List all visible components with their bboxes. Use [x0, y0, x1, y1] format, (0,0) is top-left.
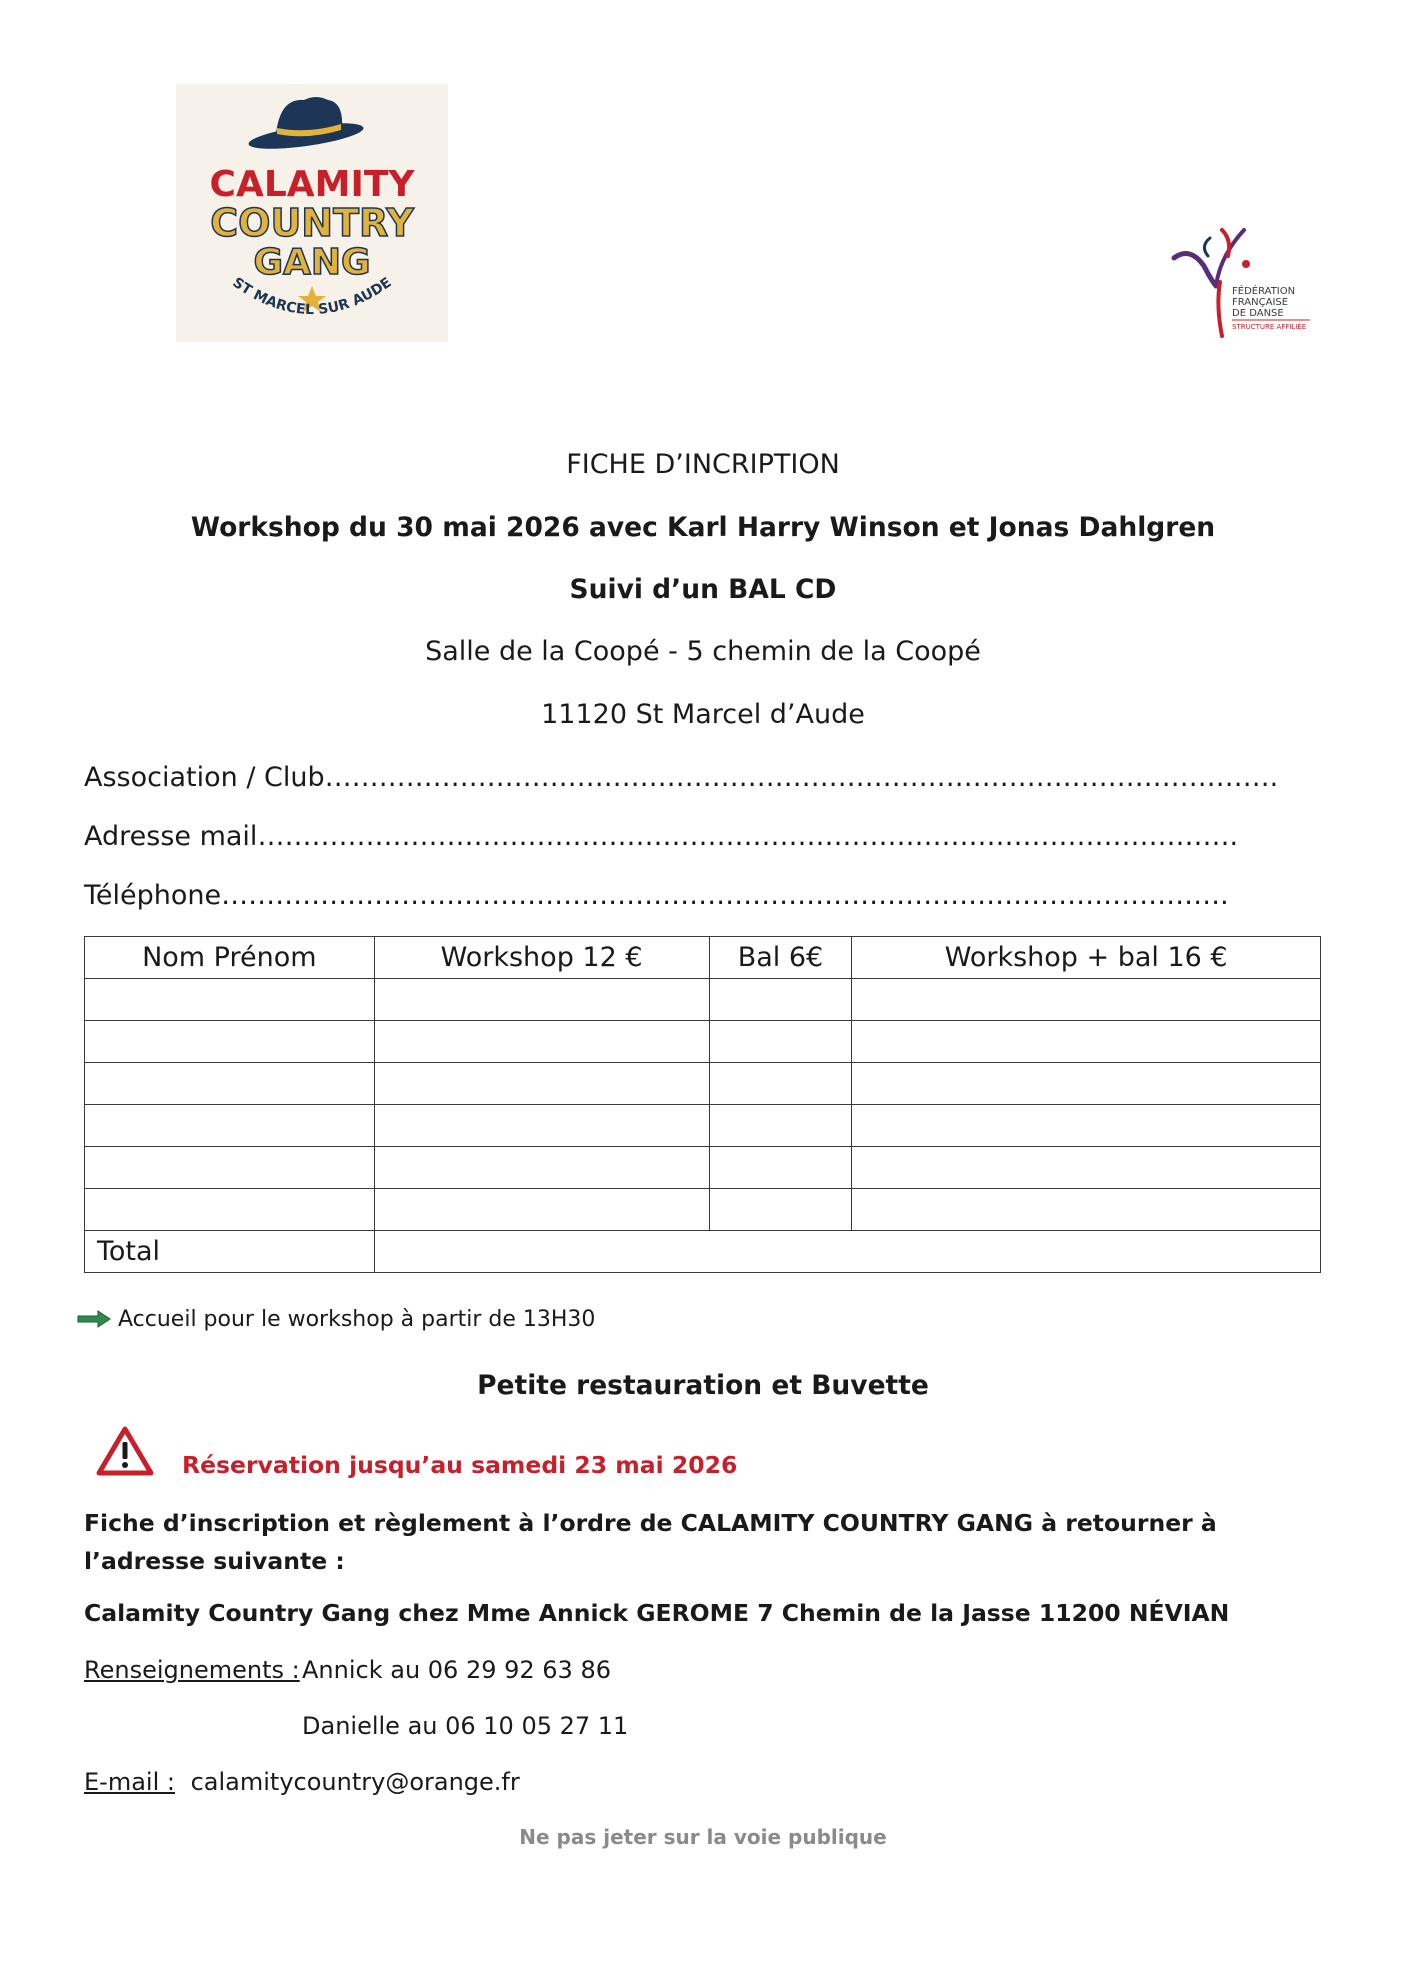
warning-icon: [96, 1426, 154, 1480]
phone-dots: ………………………………………………………………………………………………….: [221, 880, 1229, 911]
registration-table: [84, 936, 1321, 1273]
logo-tagline: ST MARCEL SUR AUDE: [229, 274, 395, 319]
info-row-1: [84, 1656, 300, 1684]
table-row: [85, 1105, 1321, 1147]
table-cell[interactable]: [374, 1105, 709, 1147]
fed-line4: STRUCTURE AFFILIÉE: [1232, 323, 1307, 331]
fed-line1: FÉDÉRATION: [1232, 286, 1296, 297]
venue-line: Salle de la Coopé - 5 chemin de la Coopé: [425, 636, 981, 667]
fed-line2: FRANÇAISE: [1232, 297, 1289, 308]
col-combo-header: Workshop + bal 16 €: [852, 937, 1321, 979]
logo-line1: CALAMITY: [209, 164, 415, 205]
table-cell[interactable]: [374, 1147, 709, 1189]
table-cell[interactable]: [709, 979, 852, 1021]
reservation-deadline: Réservation jusqu’au samedi 23 mai 2026: [182, 1451, 738, 1479]
fed-line3: DE DANSE: [1232, 308, 1284, 319]
table-cell[interactable]: [852, 1021, 1321, 1063]
association-field[interactable]: [84, 762, 1278, 793]
table-row: [85, 1063, 1321, 1105]
arrow-right-icon: [76, 1309, 112, 1329]
table-cell[interactable]: [852, 1063, 1321, 1105]
welcome-text: Accueil pour le workshop à partir de 13H30: [118, 1306, 596, 1332]
table-row: [85, 1189, 1321, 1231]
workshop-title: Workshop du 30 mai 2026 avec Karl Harry Winson et Jonas Dahlgren: [190, 512, 1216, 543]
phone-field[interactable]: [84, 880, 1229, 911]
association-label: Association / Club: [84, 762, 325, 793]
table-cell[interactable]: [85, 1147, 375, 1189]
city-line: 11120 St Marcel d’Aude: [541, 699, 865, 730]
col-name-header: Nom Prénom: [85, 937, 375, 979]
table-cell[interactable]: [709, 1021, 852, 1063]
dancer-logo-icon: [1170, 226, 1320, 342]
welcome-note: [76, 1306, 595, 1332]
table-cell[interactable]: [852, 1189, 1321, 1231]
catering-heading: Petite restauration et Buvette: [477, 1370, 929, 1401]
table-cell[interactable]: [709, 1189, 852, 1231]
federation-logo: [1170, 226, 1320, 342]
total-row: [85, 1231, 1321, 1273]
contact-annick: Annick au 06 29 92 63 86: [302, 1656, 611, 1684]
col-ball-header: Bal 6€: [709, 937, 852, 979]
contact-danielle: Danielle au 06 10 05 27 11: [302, 1712, 629, 1740]
table-row: [85, 1147, 1321, 1189]
form-title: FICHE D’INCRIPTION: [566, 449, 840, 480]
table-cell[interactable]: [852, 979, 1321, 1021]
cowboy-hat-logo-icon: [176, 84, 448, 342]
email-label: E-mail :: [84, 1768, 175, 1796]
email-row: [84, 1768, 520, 1796]
info-label: Renseignements :: [84, 1656, 300, 1684]
return-instructions: Fiche d’inscription et règlement à l’ordre de CALAMITY COUNTRY GANG à retourner à l’adresse suivante :: [84, 1509, 1217, 1575]
table-cell[interactable]: [85, 1021, 375, 1063]
table-cell[interactable]: [709, 1147, 852, 1189]
email-field[interactable]: [84, 821, 1238, 852]
club-logo: [176, 84, 448, 342]
table-cell[interactable]: [852, 1147, 1321, 1189]
table-cell[interactable]: [85, 979, 375, 1021]
table-cell[interactable]: [374, 1189, 709, 1231]
table-cell[interactable]: [374, 1021, 709, 1063]
table-cell[interactable]: [374, 1063, 709, 1105]
postal-address: Calamity Country Gang chez Mme Annick GEROME 7 Chemin de la Jasse 11200 NÉVIAN: [84, 1599, 1230, 1627]
total-cell[interactable]: [374, 1231, 1320, 1273]
ball-subtitle: Suivi d’un BAL CD: [569, 574, 837, 605]
table-cell[interactable]: [85, 1105, 375, 1147]
logo-line2: COUNTRY: [210, 201, 414, 245]
table-header-row: [85, 937, 1321, 979]
table-row: [85, 1021, 1321, 1063]
email-link[interactable]: calamitycountry@orange.fr: [190, 1768, 520, 1796]
table-cell[interactable]: [85, 1063, 375, 1105]
association-dots: …………………………………………………………………………………………….: [324, 762, 1279, 793]
table-cell[interactable]: [85, 1189, 375, 1231]
logo-line3: GANG: [253, 242, 371, 283]
table-cell[interactable]: [709, 1105, 852, 1147]
footer-note: Ne pas jeter sur la voie publique: [519, 1825, 887, 1849]
total-label: Total: [85, 1231, 375, 1273]
col-workshop-header: Workshop 12 €: [374, 937, 709, 979]
email-dots: ……………………………………………………………………………………………….: [257, 821, 1239, 852]
phone-label: Téléphone: [84, 880, 222, 911]
email-label: Adresse mail: [84, 821, 258, 852]
table-cell[interactable]: [852, 1105, 1321, 1147]
table-cell[interactable]: [709, 1063, 852, 1105]
table-row: [85, 979, 1321, 1021]
table-cell[interactable]: [374, 979, 709, 1021]
